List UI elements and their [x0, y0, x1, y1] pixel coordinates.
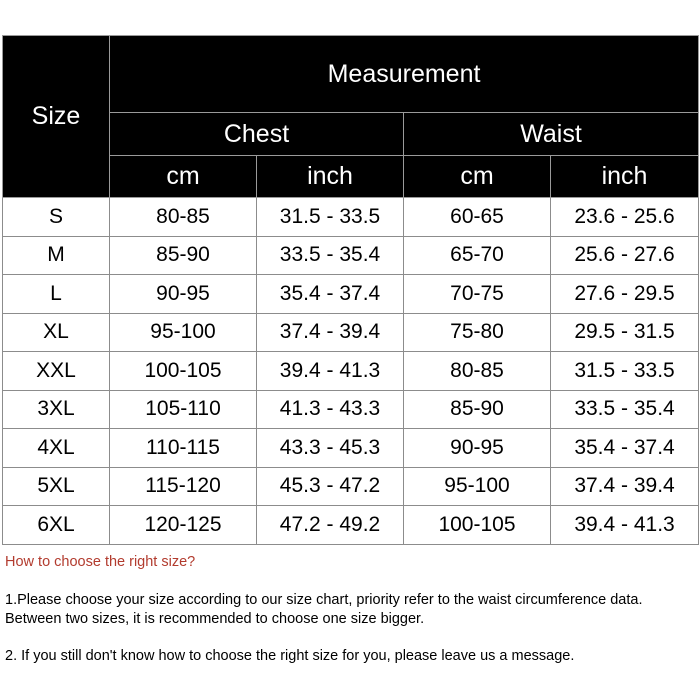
chest-inch-cell: 41.3 - 43.3 — [257, 390, 404, 429]
waist-inch-cell: 33.5 - 35.4 — [551, 390, 699, 429]
table-row — [3, 506, 699, 545]
size-cell: XL — [3, 313, 110, 352]
waist-inch-cell: 37.4 - 39.4 — [551, 467, 699, 506]
waist-cm-header: cm — [404, 156, 551, 198]
size-cell: 5XL — [3, 467, 110, 506]
help-title: How to choose the right size? — [5, 554, 196, 570]
waist-inch-cell: 27.6 - 29.5 — [551, 275, 699, 314]
waist-cm-cell: 95-100 — [404, 467, 551, 506]
size-cell: 3XL — [3, 390, 110, 429]
waist-inch-cell: 23.6 - 25.6 — [551, 198, 699, 237]
waist-cm-cell: 65-70 — [404, 236, 551, 275]
waist-cm-cell: 90-95 — [404, 429, 551, 468]
help-note-1: 1.Please choose your size according to our size chart, priority refer to the waist circumference data. Between two sizes, it is recommended to choose one size bigger. — [5, 592, 643, 627]
chest-inch-cell: 39.4 - 41.3 — [257, 352, 404, 391]
chest-inch-cell: 45.3 - 47.2 — [257, 467, 404, 506]
waist-cm-cell: 80-85 — [404, 352, 551, 391]
waist-inch-cell: 29.5 - 31.5 — [551, 313, 699, 352]
size-cell: 6XL — [3, 506, 110, 545]
table-body — [3, 198, 699, 545]
chest-inch-cell: 37.4 - 39.4 — [257, 313, 404, 352]
chest-group-header: Chest — [110, 113, 404, 156]
chest-inch-header: inch — [257, 156, 404, 198]
size-column-header: Size — [3, 36, 110, 198]
chest-cm-cell: 115-120 — [110, 467, 257, 506]
chest-cm-cell: 105-110 — [110, 390, 257, 429]
waist-cm-cell: 70-75 — [404, 275, 551, 314]
table-row — [3, 429, 699, 468]
help-note-2: 2. If you still don't know how to choose the right size for you, please leave us a message. — [5, 648, 575, 664]
waist-cm-cell: 75-80 — [404, 313, 551, 352]
waist-cm-cell: 60-65 — [404, 198, 551, 237]
waist-inch-cell: 25.6 - 27.6 — [551, 236, 699, 275]
chest-cm-cell: 85-90 — [110, 236, 257, 275]
waist-group-header: Waist — [404, 113, 699, 156]
chest-cm-cell: 95-100 — [110, 313, 257, 352]
chest-inch-cell: 35.4 - 37.4 — [257, 275, 404, 314]
chest-cm-cell: 110-115 — [110, 429, 257, 468]
table-row — [3, 236, 699, 275]
waist-inch-cell: 31.5 - 33.5 — [551, 352, 699, 391]
table-row — [3, 352, 699, 391]
chest-cm-cell: 90-95 — [110, 275, 257, 314]
waist-inch-cell: 39.4 - 41.3 — [551, 506, 699, 545]
chest-inch-cell: 31.5 - 33.5 — [257, 198, 404, 237]
chest-inch-cell: 47.2 - 49.2 — [257, 506, 404, 545]
chest-cm-header: cm — [110, 156, 257, 198]
chest-inch-cell: 33.5 - 35.4 — [257, 236, 404, 275]
size-cell: XXL — [3, 352, 110, 391]
size-chart-table — [2, 35, 699, 545]
size-cell: L — [3, 275, 110, 314]
waist-cm-cell: 85-90 — [404, 390, 551, 429]
chest-inch-cell: 43.3 - 45.3 — [257, 429, 404, 468]
chest-cm-cell: 120-125 — [110, 506, 257, 545]
measurement-header: Measurement — [110, 36, 699, 113]
table-header — [3, 36, 699, 198]
size-cell: S — [3, 198, 110, 237]
waist-inch-header: inch — [551, 156, 699, 198]
table-row — [3, 390, 699, 429]
chest-cm-cell: 100-105 — [110, 352, 257, 391]
table-row — [3, 275, 699, 314]
table-row — [3, 467, 699, 506]
waist-inch-cell: 35.4 - 37.4 — [551, 429, 699, 468]
waist-cm-cell: 100-105 — [404, 506, 551, 545]
chest-cm-cell: 80-85 — [110, 198, 257, 237]
table-row — [3, 313, 699, 352]
table-row — [3, 198, 699, 237]
size-cell: 4XL — [3, 429, 110, 468]
size-cell: M — [3, 236, 110, 275]
